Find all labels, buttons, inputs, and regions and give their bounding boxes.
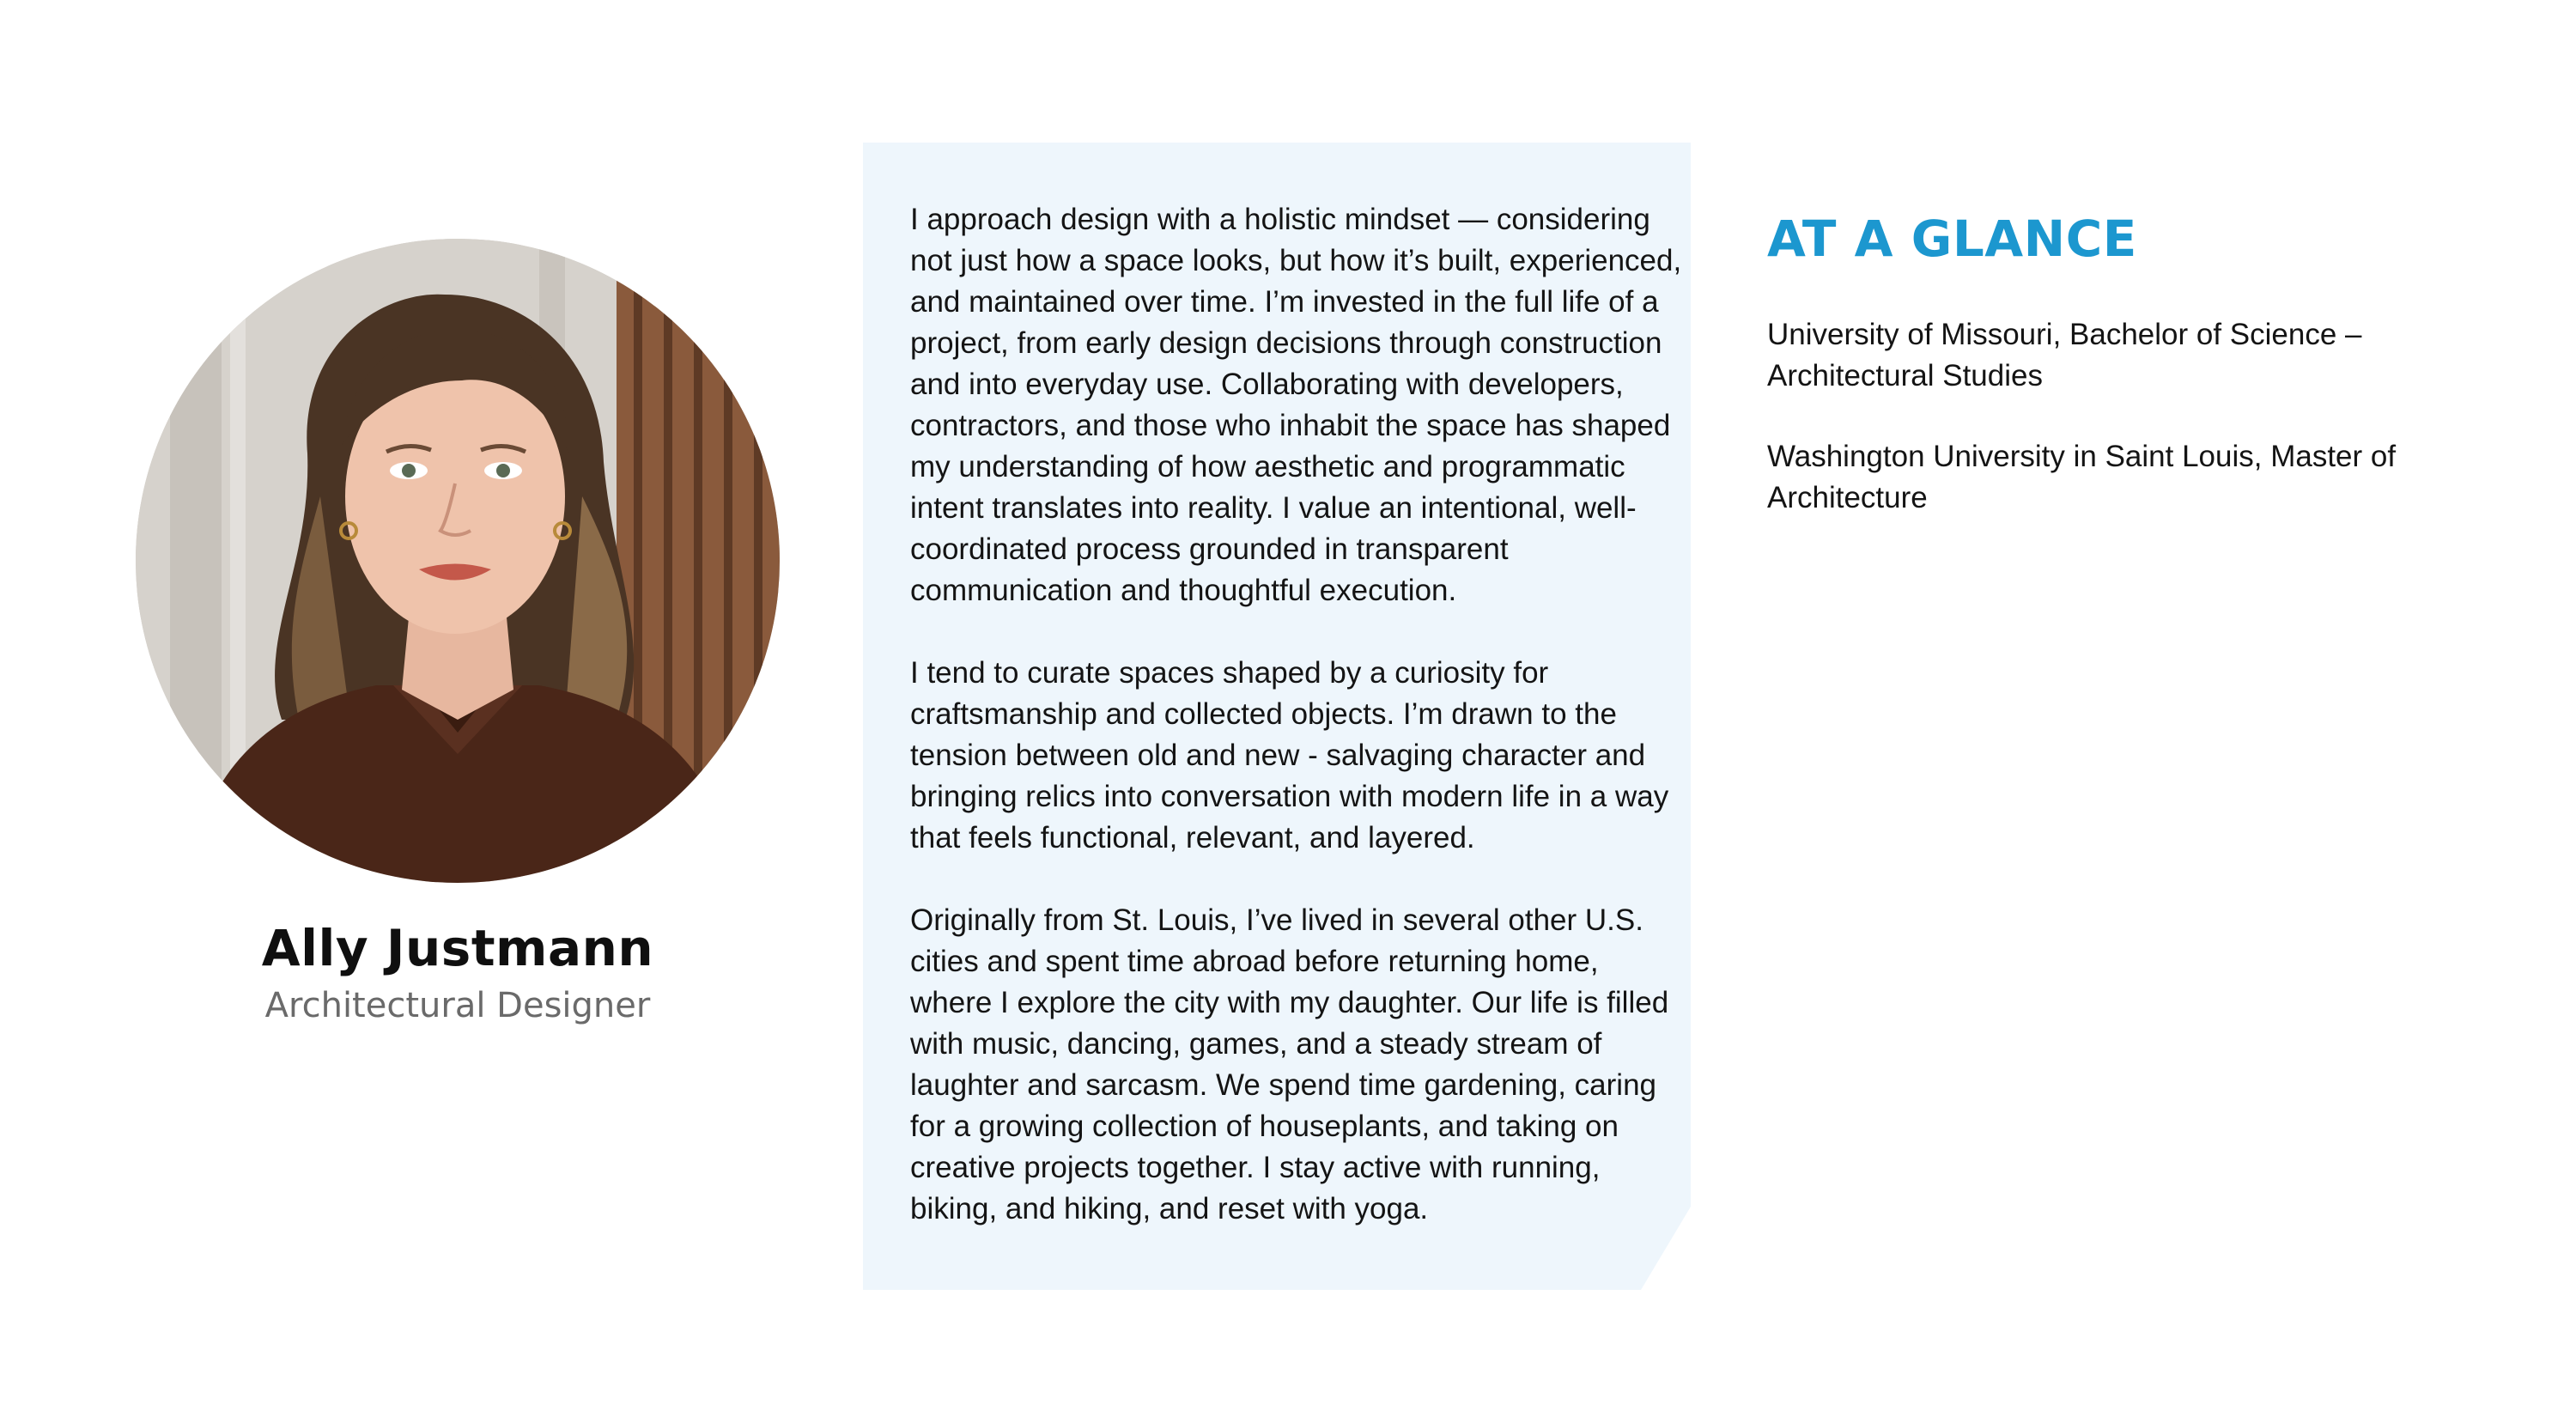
education-item: Washington University in Saint Louis, Master of Architecture: [1767, 440, 2397, 514]
education-item: University of Missouri, Bachelor of Science – Architectural Studies: [1767, 318, 2362, 392]
profile-title: Architectural Designer: [264, 986, 651, 1025]
at-a-glance-heading: AT A GLANCE: [1767, 210, 2137, 268]
portrait-photo: [136, 239, 780, 883]
profile-name: Ally Justmann: [261, 919, 654, 977]
bio-paragraph-3: Originally from St. Louis, I’ve lived in several other U.S. cities and spent time abroad before returning home, where I explore the city with my daughter. Our life is filled with music, dancing, games, and a steady stream of laughter and sarcasm. We spend time gardening, caring for a growing collection of houseplants, and taking on creative projects together. I stay active with running, biking, and hiking, and reset with yoga.: [910, 903, 1669, 1225]
bio-paragraph-2: I tend to curate spaces shaped by a curiosity for craftsmanship and collected objects. I’m drawn to the tension between old and new - salvaging character and bringing relics into conversation with modern life in a way that feels functional, relevant, and layered.: [910, 656, 1669, 854]
portrait-illustration: [136, 239, 780, 883]
bio-text: [910, 199, 1683, 1230]
education-list: [1767, 314, 2471, 558]
bio-paragraph-1: I approach design with a holistic mindset — considering not just how a space looks, but how it’s built, experienced, and maintained over time. I’m invested in the full life of a project, from early design decisions through construction and into everyday use. Collaborating with developers, contractors, and those who inhabit the space has shaped my understanding of how aesthetic and programmatic intent translates into reality. I value an intentional, well-coordinated process grounded in transparent communication and thoughtful execution.: [910, 203, 1682, 607]
